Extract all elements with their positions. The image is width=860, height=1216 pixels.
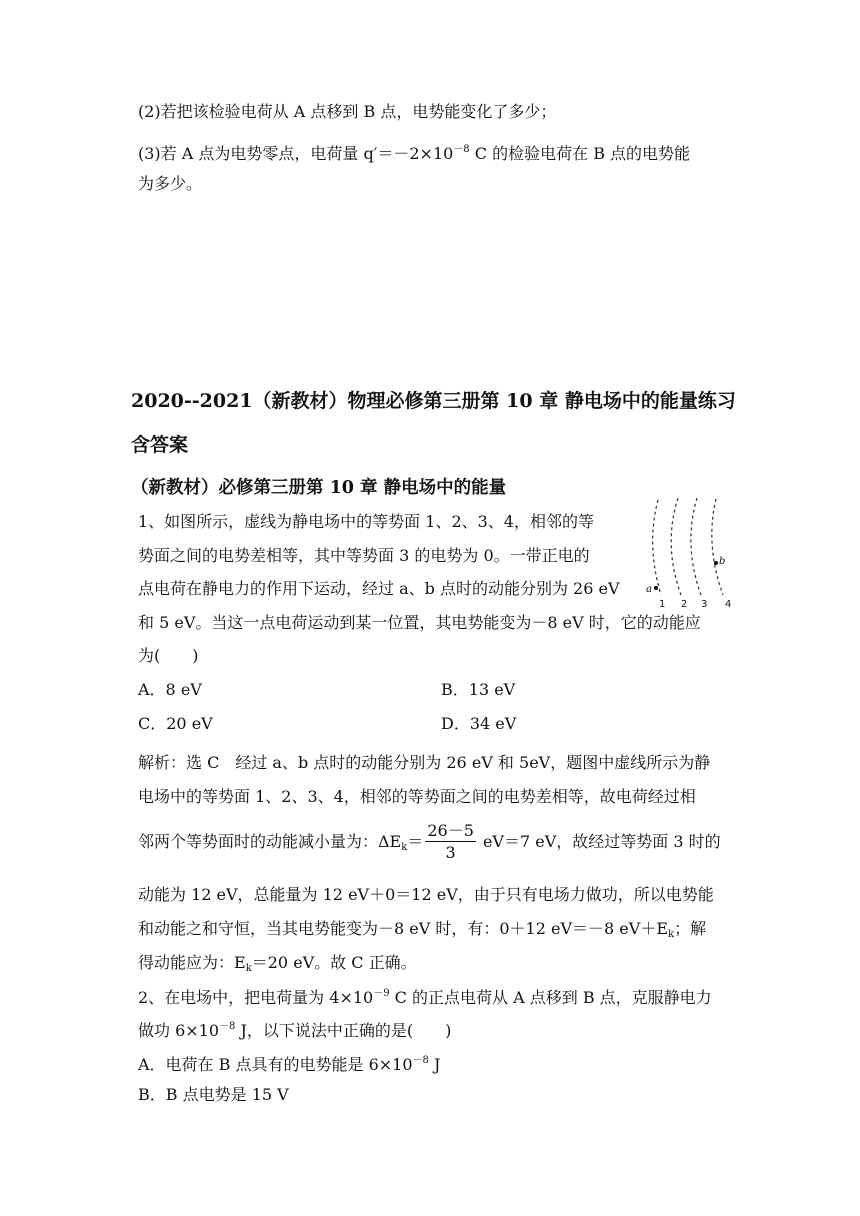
- p2-option-b: B．B 点电势是 15 V: [138, 1085, 289, 1104]
- equipotential-line-3: [691, 498, 701, 595]
- equipotential-line-1: [653, 500, 661, 595]
- line-label-3: 3: [701, 599, 708, 610]
- point-a-label: a: [646, 584, 652, 595]
- line-label-1: 1: [659, 599, 666, 610]
- point-b-dot: [714, 561, 718, 565]
- doc-title-line1: 2020--2021（新教材）物理必修第三册第 10 章 静电场中的能量练习: [131, 390, 736, 412]
- doc-title-line2: 含答案: [131, 434, 189, 456]
- equipotential-line-2: [671, 498, 681, 595]
- p1-line2: 势面之间的电势差相等，其中等势面 3 的电势为 0。一带正电的: [138, 546, 590, 565]
- p1-option-a: A．8 eV: [138, 680, 202, 699]
- p1-line5: 为( ): [138, 646, 199, 665]
- fraction: $\frac{26-5}{3}$: [427, 821, 474, 862]
- p1-line1: 1、如图所示，虚线为静电场中的等势面 1、2、3、4，相邻的等: [138, 512, 594, 531]
- p2-line1: 2、在电场中，把电荷量为 $4\times 10^{-9}$ C 的正点电荷从 A 点移到 B 点，克服静电力: [138, 988, 712, 1007]
- p1-solution-line6: 得动能应为：$E_k=20$ eV。故 C 正确。: [138, 953, 417, 974]
- p2-option-a: A．电荷在 B 点具有的电势能是 $6\times 10^{-8}$ J: [138, 1055, 441, 1074]
- question-3-line2: 为多少。: [138, 174, 203, 193]
- p1-option-d: D．34 eV: [441, 714, 517, 733]
- p1-solution-line4: 动能为 12 eV，总能量为 12 eV＋0＝12 eV，由于只有电场力做功，所以电势能: [138, 885, 714, 904]
- p1-solution-line2: 电场中的等势面 1、2、3、4，相邻的等势面之间的电势差相等，故电荷经过相: [138, 787, 696, 806]
- point-b-label: b: [719, 556, 726, 567]
- p2-line2: 做功 $6\times 10^{-8}$ J，以下说法中正确的是( ): [138, 1021, 452, 1040]
- equipotential-figure: [643, 495, 753, 613]
- equipotential-line-4: [712, 499, 726, 595]
- question-3-line1: (3)若 A 点为电势零点，电荷量 $q'=-2\times 10^{-8}$ C 的检验电荷在 B 点的电势能: [138, 144, 691, 163]
- p1-option-c: C．20 eV: [138, 714, 213, 733]
- line-label-4: 4: [725, 599, 732, 610]
- p1-line4: 和 5 eV。当这一点电荷运动到某一位置，其电势能变为－8 eV 时，它的动能应: [138, 613, 701, 632]
- doc-subtitle: （新教材）必修第三册第 10 章 静电场中的能量: [131, 478, 507, 498]
- question-2-text: (2)若把该检验电荷从 A 点移到 B 点，电势能变化了多少；: [138, 102, 557, 121]
- p1-line3: 点电荷在静电力的作用下运动，经过 a、b 点时的动能分别为 26 eV: [138, 579, 620, 598]
- point-a-dot: [654, 586, 658, 590]
- p1-solution-line3: 邻两个等势面时的动能减小量为：$\Delta E_k=$ $\frac{26-5}{3}$ eV＝7 eV，故经过等势面 3 时的: [138, 821, 721, 862]
- p1-solution-line5: 和动能之和守恒，当其电势能变为－8 eV 时，有：0＋12 eV＝－8 $eV+E_k$；解: [138, 919, 707, 940]
- line-label-2: 2: [681, 599, 688, 610]
- p1-option-b: B．13 eV: [441, 680, 516, 699]
- p1-solution-line1: 解析：选 C 经过 a、b 点时的动能分别为 26 eV 和 5eV，题图中虚线所示为静: [138, 753, 711, 772]
